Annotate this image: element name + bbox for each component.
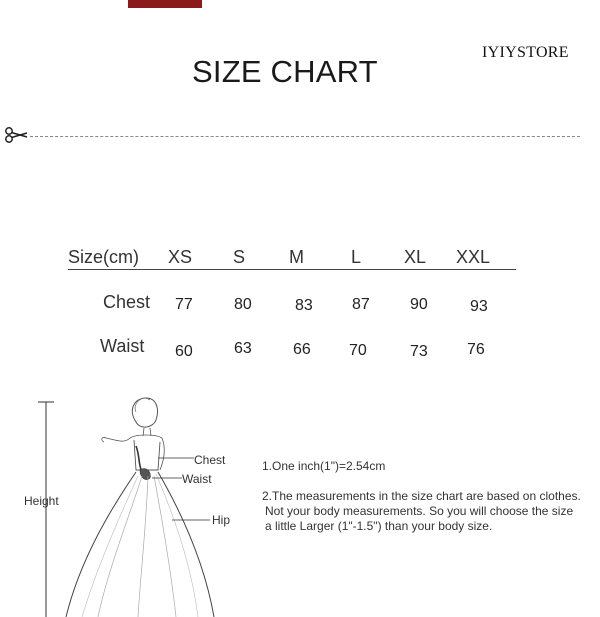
row-label-waist: Waist xyxy=(100,336,145,356)
scissors-icon xyxy=(4,126,28,149)
size-header-label: Size(cm) xyxy=(68,247,139,267)
note-measurement-line3: a little Larger (1"-1.5") than your body size. xyxy=(265,519,493,533)
table-cell: 76 xyxy=(467,341,485,358)
size-col-s: S xyxy=(233,247,246,267)
note-measurement-line2: Not your body measurements. So you will choose the size xyxy=(265,504,574,518)
note-inch-conversion: 1.One inch(1")=2.54cm xyxy=(262,459,386,473)
size-col-l: L xyxy=(351,247,362,267)
table-cell: 77 xyxy=(175,296,193,313)
table-cell: 93 xyxy=(470,298,488,315)
size-col-xxl: XXL xyxy=(456,247,491,267)
note-measurement-line1: 2.The measurements in the size chart are based on clothes. xyxy=(262,489,581,503)
page-title: SIZE CHART xyxy=(192,54,378,89)
table-cell: 83 xyxy=(295,297,313,314)
table-cell: 73 xyxy=(410,343,428,360)
height-label: Height xyxy=(24,494,59,508)
table-cell: 80 xyxy=(234,296,252,313)
table-cell: 87 xyxy=(352,296,370,313)
size-col-m: M xyxy=(289,247,304,267)
table-header-rule xyxy=(68,269,516,270)
hip-label: Hip xyxy=(212,513,231,527)
table-cell: 63 xyxy=(234,340,252,357)
chest-label: Chest xyxy=(194,453,226,467)
cut-line xyxy=(30,136,580,137)
waist-label: Waist xyxy=(182,472,212,486)
table-cell: 90 xyxy=(410,296,428,313)
top-color-bar xyxy=(128,0,202,8)
table-cell: 66 xyxy=(293,341,311,358)
table-cell: 70 xyxy=(349,342,367,359)
table-cell: 60 xyxy=(175,343,193,360)
row-label-chest: Chest xyxy=(103,292,151,312)
size-col-xl: XL xyxy=(404,247,427,267)
store-name: IYIYSTORE xyxy=(482,44,569,61)
size-col-xs: XS xyxy=(168,247,193,267)
